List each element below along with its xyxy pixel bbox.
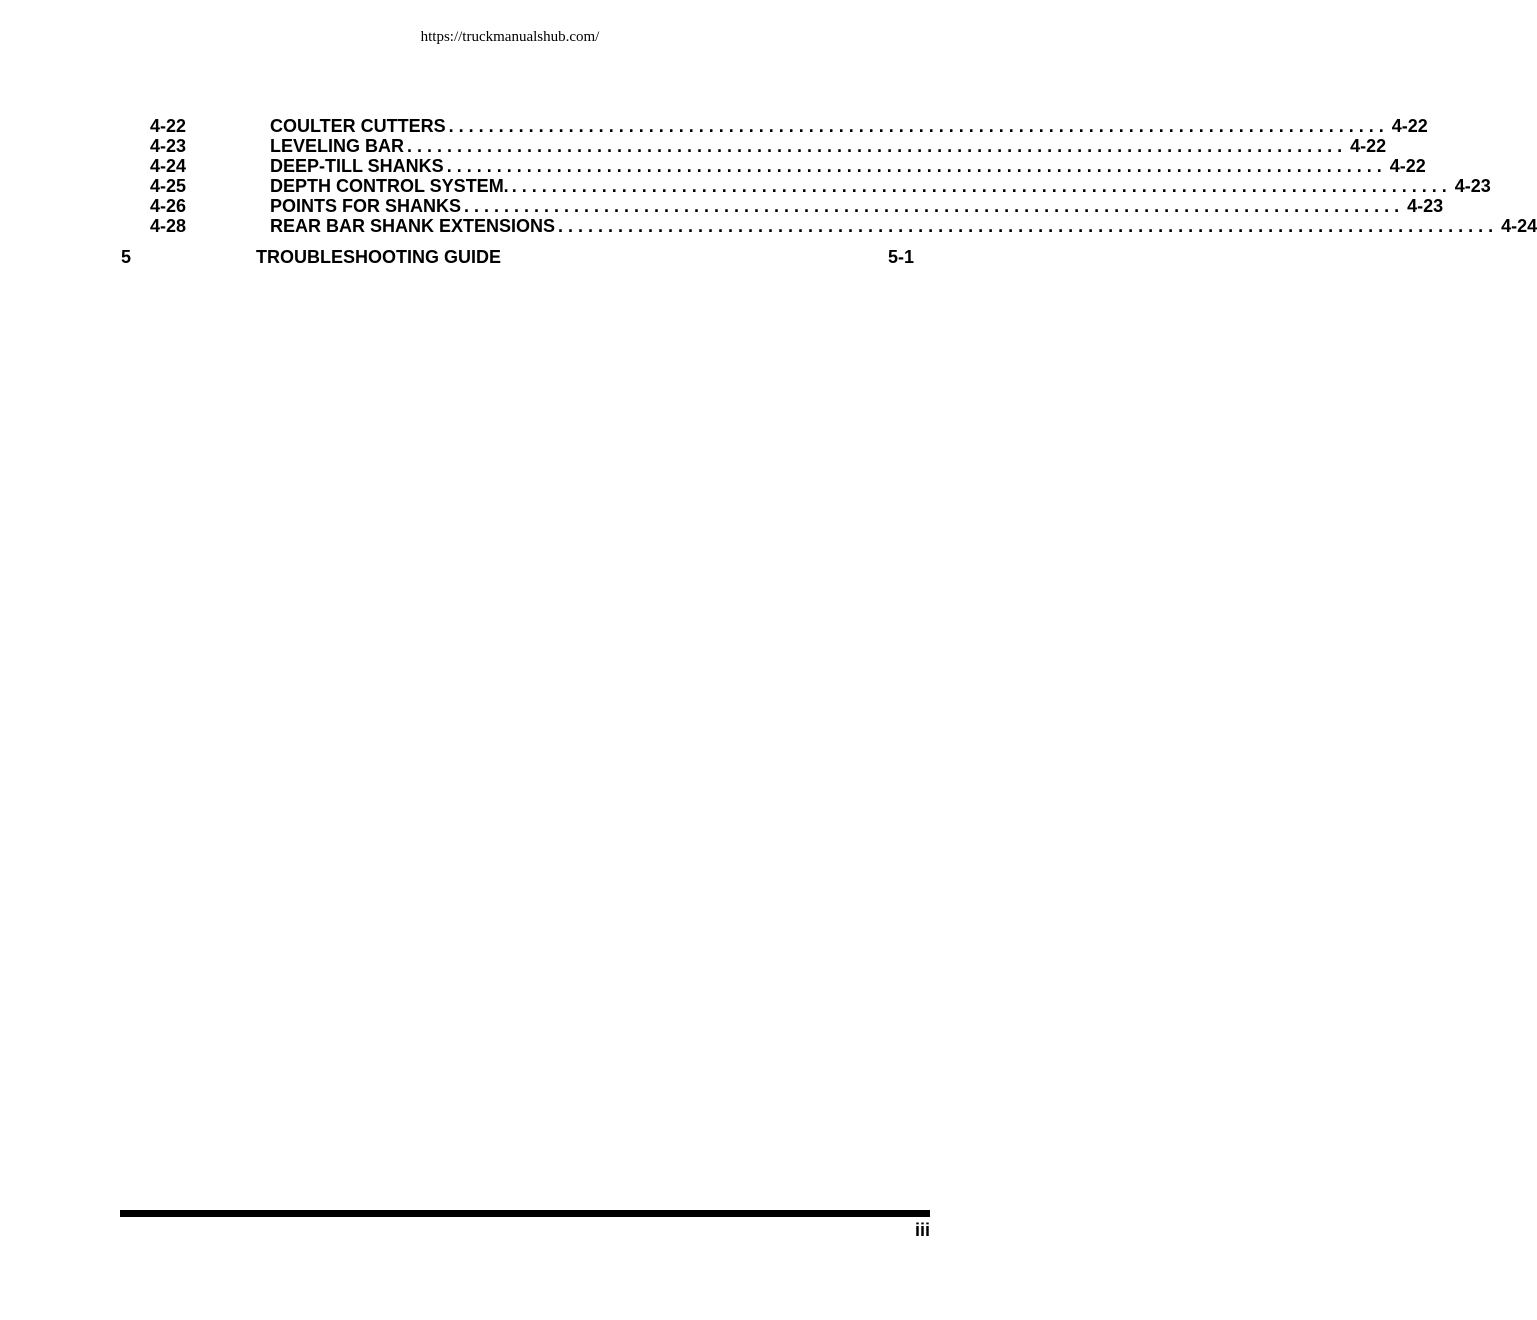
toc-section-title: DEPTH CONTROL SYSTEM.: [270, 176, 509, 196]
toc-entry: [270, 156, 1426, 176]
toc-entry: [270, 136, 1387, 156]
toc-dot-leader: ..............................................................................................: [558, 216, 1499, 236]
toc-page-number: 4-24: [1501, 216, 1537, 236]
toc-section-title: REAR BAR SHANK EXTENSIONS: [270, 216, 556, 236]
toc-section-number: 4-23: [150, 136, 187, 156]
toc-section-number: 4-26: [150, 196, 187, 216]
toc-entry: [270, 176, 1491, 196]
toc-page-number: 4-22: [1389, 156, 1426, 176]
toc-page-number: 4-23: [1454, 176, 1491, 196]
toc-dot-leader: ..............................................................................................: [464, 196, 1405, 216]
page-number: iii: [914, 1220, 930, 1240]
toc-entry: [270, 116, 1428, 136]
toc-page-number: 4-22: [1391, 116, 1428, 136]
toc-section-title: LEVELING BAR: [270, 136, 405, 156]
toc-chapter-title: TROUBLESHOOTING GUIDE: [256, 247, 502, 267]
toc-section-title: COULTER CUTTERS: [270, 116, 446, 136]
toc-dot-leader: ..............................................................................................: [448, 116, 1389, 136]
toc-section-number: 4-28: [150, 216, 187, 236]
toc-entry: [270, 196, 1444, 216]
toc-section-title: DEEP-TILL SHANKS: [270, 156, 444, 176]
toc-section-title: POINTS FOR SHANKS: [270, 196, 462, 216]
toc-entry-row: [0, 136, 1387, 156]
toc-entry-row: [0, 216, 1537, 236]
toc-entry-row: [0, 156, 1426, 176]
toc-page-number: 4-23: [1407, 196, 1444, 216]
toc-dot-leader: ..............................................................................................: [407, 136, 1348, 156]
toc-section-number: 4-24: [150, 156, 187, 176]
header-url: https://truckmanualshub.com/: [420, 29, 600, 45]
toc-entry-row: [0, 196, 1444, 216]
toc-dot-leader: ..............................................................................................: [446, 156, 1387, 176]
toc-chapter-number: 5: [121, 247, 132, 267]
toc-chapter-row: [0, 245, 1020, 269]
footer-rule: [120, 1210, 930, 1217]
table-of-contents: [0, 116, 1537, 269]
toc-entry-row: [0, 116, 1428, 136]
toc-chapter-page: 5-1: [887, 247, 914, 267]
toc-section-number: 4-25: [150, 176, 187, 196]
toc-page-number: 4-22: [1350, 136, 1387, 156]
toc-dot-leader: ..............................................................................................: [511, 176, 1452, 196]
toc-entry: [270, 216, 1537, 236]
toc-entry-row: [0, 176, 1491, 196]
toc-section-number: 4-22: [150, 116, 187, 136]
